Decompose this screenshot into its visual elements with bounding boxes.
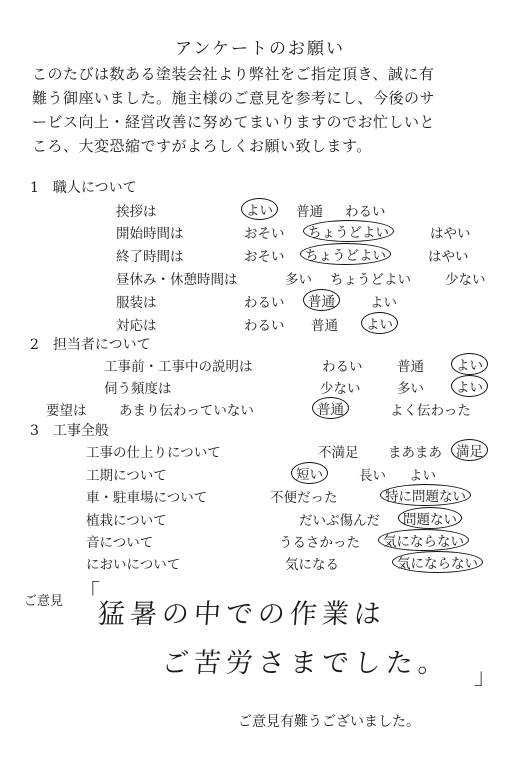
row-label: 終了時間は <box>116 249 184 265</box>
option-selected[interactable]: 短い <box>291 462 328 484</box>
option[interactable]: 気になる <box>285 557 339 573</box>
option[interactable]: はやい <box>430 226 471 242</box>
row-label: 伺う頻度は <box>104 381 172 397</box>
row-label: 工期について <box>86 468 167 484</box>
option-selected[interactable]: 気にならない <box>392 551 483 573</box>
option-selected[interactable]: 普通 <box>303 289 340 311</box>
option-selected[interactable]: 普通 <box>312 397 349 419</box>
row-label: 昼休み・休憩時間は <box>116 272 238 288</box>
option[interactable]: 多い <box>285 272 312 288</box>
row-label: 音について <box>86 535 154 551</box>
option-selected[interactable]: ちょうどよい <box>303 220 394 242</box>
option[interactable]: だいぶ傷んだ <box>299 513 380 529</box>
intro-line: ービス向上・経営改善に努めてまいりますのでお忙しいと <box>32 113 436 131</box>
section-1-heading: 1 職人について <box>30 180 137 196</box>
row-label: 工事前・工事中の説明は <box>104 359 253 375</box>
row-label: 工事の仕上りについて <box>86 445 221 461</box>
option[interactable]: よい <box>409 468 436 484</box>
option[interactable]: 普通 <box>311 318 338 334</box>
intro-text <box>32 62 502 158</box>
option[interactable]: わるい <box>244 295 285 311</box>
opinion-label: ご意見 <box>24 594 64 609</box>
option[interactable]: おそい <box>244 226 285 242</box>
option[interactable]: ちょうどよい <box>330 272 411 288</box>
row-label: 挨拶は <box>116 204 157 220</box>
intro-line: ころ、大変恐縮ですがよろしくお願い致します。 <box>32 137 372 155</box>
row-label: 開始時間は <box>116 226 184 242</box>
option[interactable]: 普通 <box>397 359 424 375</box>
thanks-text: ご意見有難うございました。 <box>238 714 420 730</box>
opinion-open-bracket: 「 <box>78 581 101 606</box>
option[interactable]: わるい <box>345 204 386 220</box>
option[interactable]: 少ない <box>445 272 486 288</box>
section-3-heading: 3 工事全般 <box>30 423 109 439</box>
opinion-close-bracket: 」 <box>474 665 497 690</box>
row-label: 植栽について <box>86 513 167 529</box>
page-title: アンケートのお願い <box>175 39 345 59</box>
option[interactable]: わるい <box>244 318 285 334</box>
row-label: 車・駐車場について <box>86 490 208 506</box>
option[interactable]: よい <box>370 295 397 311</box>
option[interactable]: わるい <box>322 359 363 375</box>
option[interactable]: 不便だった <box>270 490 338 506</box>
option[interactable]: 多い <box>397 381 424 397</box>
option-selected[interactable]: よい <box>451 375 488 397</box>
handwritten-line: 猛暑の中での作業は <box>96 599 387 630</box>
intro-line: このたびは数ある塗装会社より弊社をご指定頂き、誠に有 <box>32 65 435 83</box>
option-selected[interactable]: よい <box>361 312 398 334</box>
option[interactable]: よく伝わった <box>390 403 471 419</box>
intro-line: 難う御座いました。施主様のご意見を参考にし、今後のサ <box>32 89 436 107</box>
option[interactable]: あまり伝わっていない <box>119 403 254 419</box>
option-selected[interactable]: ちょうどよい <box>300 243 391 265</box>
option[interactable]: 少ない <box>320 381 361 397</box>
section-2-heading: 2 担当者について <box>30 337 151 353</box>
option-selected[interactable]: よい <box>451 353 488 375</box>
row-label: においについて <box>86 557 181 573</box>
option[interactable]: うるさかった <box>279 535 360 551</box>
option[interactable]: 不満足 <box>318 445 359 461</box>
option-selected[interactable]: よい <box>241 198 278 220</box>
row-label: 対応は <box>116 318 157 334</box>
option-selected[interactable]: 気にならない <box>378 529 469 551</box>
row-label: 服装は <box>116 295 157 311</box>
option-selected[interactable]: 問題ない <box>398 507 462 529</box>
row-label: 要望は <box>46 403 87 419</box>
option[interactable]: おそい <box>244 249 285 265</box>
option[interactable]: 長い <box>359 468 386 484</box>
option[interactable]: まあまあ <box>388 445 442 461</box>
option[interactable]: はやい <box>428 249 469 265</box>
option[interactable]: 普通 <box>296 204 323 220</box>
option-selected[interactable]: 特に問題ない <box>380 484 471 506</box>
option-selected[interactable]: 満足 <box>451 439 488 461</box>
handwritten-line: ご苦労さまでした。 <box>160 648 451 679</box>
